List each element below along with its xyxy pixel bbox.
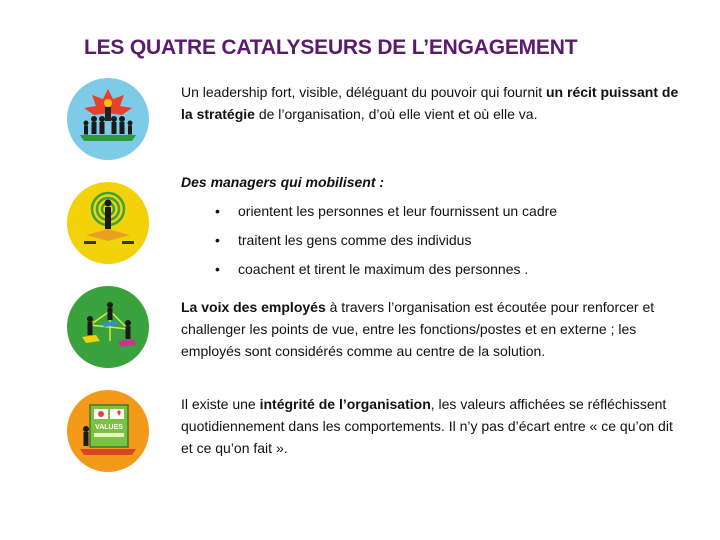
list-item	[181, 229, 681, 258]
catalyst-4-emphasis: intégrité de l’organisation	[259, 396, 431, 412]
bullet-text: orientent les personnes et leur fournissent un cadre	[238, 203, 558, 219]
catalyst-2-text	[181, 171, 681, 287]
bullet-icon: •	[215, 261, 220, 277]
catalyst-3-text	[181, 296, 681, 362]
catalyst-2-heading: Des managers qui mobilisent :	[181, 174, 385, 190]
values-board-label: VALUES	[95, 424, 123, 431]
employee-network-icon	[66, 285, 150, 369]
values-board-icon	[66, 389, 150, 473]
catalyst-1-intro: Un leadership fort, visible, déléguant du pouvoir qui fournit	[181, 84, 546, 100]
manager-target-icon	[66, 181, 150, 265]
bullet-text: traitent les gens comme des individus	[238, 232, 472, 248]
page-title: LES QUATRE CATALYSEURS DE L’ENGAGEMENT	[84, 36, 578, 59]
catalyst-1-text	[181, 81, 681, 125]
catalyst-4-text	[181, 393, 681, 459]
catalyst-3-rest: à travers l’organisation est écoutée pour renforcer et challenger les points de vue, entre les fonctions/postes et en externe ; les employés sont considérés comme au centre de la solution.	[181, 299, 655, 359]
catalyst-2-bullet-list	[181, 200, 681, 287]
catalyst-3-emphasis: La voix des employés	[181, 299, 326, 315]
leadership-crowd-icon	[66, 77, 150, 161]
catalyst-1-emphasis: un récit puissant de la stratégie	[181, 84, 679, 122]
catalyst-4-rest: , les valeurs affichées se réfléchissent quotidiennement dans les comportements. Il n’y pas d’écart entre « ce qu’on dit et ce qu’on fait ».	[181, 396, 673, 456]
catalyst-4-intro: Il existe une	[181, 396, 260, 412]
list-item	[181, 200, 681, 229]
bullet-icon: •	[215, 232, 220, 248]
bullet-icon: •	[215, 203, 220, 219]
bullet-text: coachent et tirent le maximum des personnes .	[238, 261, 529, 277]
list-item	[181, 258, 681, 287]
catalyst-1-rest: de l’organisation, d’où elle vient et où elle va.	[254, 106, 538, 122]
